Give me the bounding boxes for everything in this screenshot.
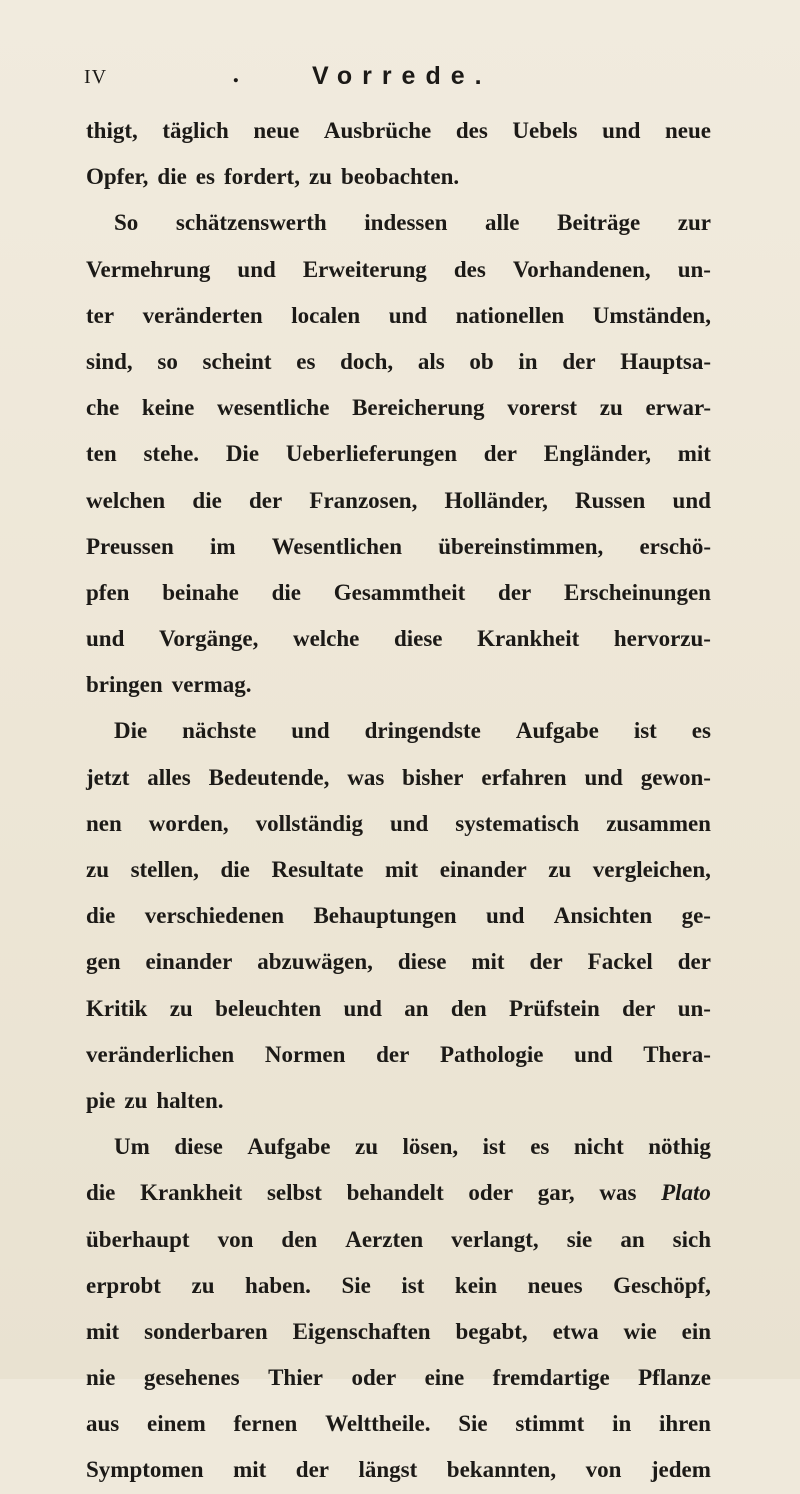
- word: gen: [86, 949, 121, 975]
- word: Preussen: [86, 533, 174, 559]
- word: haben.: [245, 1272, 311, 1298]
- word: so: [157, 348, 178, 374]
- word: wie: [623, 1318, 657, 1344]
- text-line: [86, 1170, 711, 1216]
- word: nie: [86, 1365, 116, 1391]
- word: der: [562, 348, 596, 374]
- word: keine: [141, 395, 195, 421]
- word: den: [281, 1226, 318, 1252]
- word: So: [114, 210, 139, 236]
- word: zu: [124, 1087, 148, 1113]
- text-line: [86, 478, 711, 524]
- word: der: [248, 487, 283, 513]
- word: neue: [253, 118, 300, 143]
- word: beleuchten: [215, 995, 322, 1021]
- word: etwa: [552, 1318, 599, 1344]
- word: diese: [397, 949, 447, 975]
- word: ist: [633, 718, 657, 744]
- word: es: [195, 164, 215, 190]
- word: Vermehrung: [86, 256, 211, 282]
- word: fremdartige: [492, 1365, 610, 1391]
- word: nicht: [573, 1134, 624, 1160]
- word: sich: [672, 1226, 711, 1252]
- word: der: [529, 949, 563, 975]
- word: übereinstimmen,: [438, 533, 604, 559]
- word: dringendste: [364, 718, 481, 744]
- word: fernen: [233, 1411, 298, 1437]
- word: wesentliche: [216, 395, 330, 421]
- word: beobachten.: [340, 164, 460, 190]
- word: und: [389, 810, 429, 836]
- word: ter: [86, 302, 115, 328]
- word: Geschöpf,: [613, 1272, 711, 1298]
- word: die: [86, 903, 116, 929]
- word: Aufgabe: [515, 718, 599, 744]
- word: Symptomen: [86, 1457, 204, 1483]
- page-header: [0, 62, 800, 98]
- text-line: [86, 1217, 711, 1263]
- word: Sie: [341, 1272, 371, 1298]
- word: zu: [169, 995, 193, 1021]
- word: oder: [468, 1180, 514, 1206]
- word: Hauptsa-: [620, 348, 711, 374]
- word: Erscheinungen: [564, 579, 711, 605]
- word: und: [388, 302, 428, 328]
- word: schätzenswerth: [175, 210, 327, 236]
- word: und: [343, 995, 382, 1021]
- text-line: [86, 154, 711, 200]
- word: hervorzu-: [613, 626, 711, 652]
- word: beinahe: [162, 579, 239, 605]
- word: Franzosen,: [309, 487, 418, 513]
- running-title: Vorrede.: [312, 62, 492, 90]
- word: mit: [471, 949, 505, 975]
- word: in: [612, 1411, 632, 1437]
- word: eine: [424, 1365, 465, 1391]
- word: zusammen: [606, 810, 711, 836]
- word: aus: [86, 1411, 120, 1437]
- word: es: [296, 348, 316, 374]
- word: Holländer,: [444, 487, 548, 513]
- word: sie: [566, 1226, 593, 1252]
- word: der: [376, 1041, 410, 1067]
- word: verlangt,: [451, 1226, 539, 1252]
- word: jetzt: [86, 764, 130, 790]
- word: es: [691, 718, 711, 744]
- word: Eigenschaften: [292, 1318, 431, 1344]
- word: ten: [86, 441, 117, 467]
- word: Engländer,: [543, 441, 651, 467]
- word: Behauptungen: [313, 903, 457, 929]
- text-line: [86, 755, 711, 801]
- text-line: [86, 801, 711, 847]
- text-line: [86, 986, 711, 1032]
- word: jedem: [650, 1457, 711, 1483]
- word: und: [584, 764, 623, 790]
- word: scheint: [202, 348, 272, 374]
- word: nächste: [182, 718, 257, 744]
- word: es: [530, 1134, 550, 1160]
- word: Kritik: [86, 995, 148, 1021]
- word: Plato: [661, 1180, 711, 1206]
- text-line: [86, 616, 711, 662]
- word: der: [622, 995, 656, 1021]
- word: täglich: [162, 118, 229, 143]
- text-line: [86, 1447, 711, 1493]
- text-line: [86, 847, 711, 893]
- word: Umständen,: [592, 302, 711, 328]
- word: vorerst: [507, 395, 578, 421]
- word: halten.: [156, 1087, 224, 1113]
- text-line: [86, 108, 711, 154]
- word: Aufgabe: [247, 1134, 331, 1160]
- text-line: [86, 1401, 711, 1447]
- word: oder: [351, 1365, 397, 1391]
- word: einander: [145, 949, 233, 975]
- word: stimmt: [515, 1411, 585, 1437]
- word: die: [192, 487, 222, 513]
- word: alles: [147, 764, 191, 790]
- word: des: [455, 118, 488, 143]
- word: Beiträge: [557, 210, 641, 236]
- text-line: [86, 431, 711, 477]
- word: den: [450, 995, 487, 1021]
- word: erprobt: [86, 1272, 161, 1298]
- word: nöthig: [648, 1134, 711, 1160]
- word: Vorgänge,: [158, 626, 259, 652]
- word: längst: [358, 1457, 418, 1483]
- word: Bereicherung: [352, 395, 485, 421]
- word: zu: [548, 857, 572, 882]
- word: mit: [233, 1457, 267, 1483]
- word: stellen,: [130, 857, 199, 882]
- word: fordert,: [223, 164, 300, 190]
- word: zu: [599, 395, 623, 421]
- word: vermag.: [171, 672, 252, 698]
- word: ge-: [681, 903, 711, 929]
- text-line: [86, 893, 711, 939]
- word: der: [677, 949, 711, 975]
- word: vollständig: [255, 810, 363, 836]
- word: Um: [114, 1134, 150, 1160]
- word: verschiedenen: [144, 903, 285, 929]
- word: zu: [308, 164, 332, 190]
- word: und: [291, 718, 330, 744]
- word: neue: [665, 118, 711, 143]
- word: zu: [86, 857, 109, 882]
- word: und: [602, 118, 641, 143]
- word: behandelt: [346, 1180, 444, 1206]
- word: Aerzten: [345, 1226, 424, 1252]
- word: zu: [191, 1272, 215, 1298]
- word: Opfer,: [86, 164, 149, 190]
- word: im: [209, 533, 236, 559]
- word: der: [295, 1457, 329, 1483]
- word: pie: [86, 1087, 116, 1113]
- word: Prüfstein: [509, 995, 600, 1021]
- word: Ansichten: [553, 903, 653, 929]
- word: einem: [146, 1411, 206, 1437]
- word: an: [620, 1226, 645, 1252]
- word: Die: [225, 441, 260, 467]
- word: pfen: [86, 579, 130, 605]
- word: ist: [401, 1272, 425, 1298]
- word: un-: [677, 995, 711, 1021]
- word: doch,: [340, 348, 394, 374]
- word: und: [672, 487, 711, 513]
- word: Fackel: [587, 949, 653, 975]
- text-line: [86, 1355, 711, 1401]
- word: die: [157, 164, 187, 190]
- word: Ausbrüche: [323, 118, 432, 143]
- word: stehe.: [143, 441, 200, 467]
- word: vergleichen,: [592, 857, 711, 882]
- word: ob: [469, 348, 494, 374]
- text-line: [86, 708, 711, 754]
- word: bisher: [402, 764, 464, 790]
- word: einander: [439, 857, 527, 882]
- word: Thier: [268, 1365, 324, 1391]
- word: der: [498, 579, 532, 605]
- word: zur: [677, 210, 711, 236]
- text-line: [86, 247, 711, 293]
- word: und: [237, 256, 276, 282]
- word: an: [404, 995, 429, 1021]
- word: ihren: [658, 1411, 711, 1437]
- word: abzuwägen,: [257, 949, 373, 975]
- word: bekannten,: [446, 1457, 557, 1483]
- word: erschö-: [639, 533, 711, 559]
- text-line: [86, 385, 711, 431]
- word: indessen: [364, 210, 448, 236]
- word: Vorhandenen,: [512, 256, 651, 282]
- word: Krankheit: [140, 1180, 243, 1206]
- word: Gesammtheit: [333, 579, 466, 605]
- word: veränderten: [142, 302, 263, 328]
- text-line: [86, 1124, 711, 1170]
- word: zu: [355, 1134, 378, 1160]
- word: thigt,: [86, 118, 138, 143]
- word: Normen: [264, 1041, 346, 1067]
- word: welche: [292, 626, 360, 652]
- word: gesehenes: [143, 1365, 240, 1391]
- word: Pflanze: [638, 1365, 711, 1391]
- word: die: [271, 579, 301, 605]
- word: ist: [482, 1134, 506, 1160]
- word: überhaupt: [86, 1226, 190, 1252]
- word: Russen: [575, 487, 646, 513]
- word: mit: [677, 441, 711, 467]
- word: Ueberlieferungen: [285, 441, 457, 467]
- word: und: [486, 903, 525, 929]
- word: was: [347, 764, 385, 790]
- word: un-: [677, 256, 711, 282]
- word: Krankheit: [477, 626, 580, 652]
- word: systematisch: [455, 810, 580, 836]
- text-line: [86, 339, 711, 385]
- text-line: [86, 200, 711, 246]
- word: Erweiterung: [302, 256, 427, 282]
- word: die: [220, 857, 250, 882]
- word: von: [217, 1226, 254, 1252]
- text-line: [86, 662, 711, 708]
- word: als: [417, 348, 445, 374]
- word: Uebels: [512, 118, 578, 143]
- text-line: [86, 939, 711, 985]
- word: sind,: [86, 348, 133, 374]
- word: Welttheile.: [325, 1411, 431, 1437]
- text-line: [86, 1078, 711, 1124]
- word: lösen,: [402, 1134, 459, 1160]
- word: sonderbaren: [144, 1318, 268, 1344]
- word: erfahren: [481, 764, 567, 790]
- word: localen: [291, 302, 361, 328]
- word: der: [483, 441, 517, 467]
- word: diese: [174, 1134, 223, 1160]
- text-line: [86, 570, 711, 616]
- word: bringen: [86, 672, 163, 698]
- word: welchen: [86, 487, 166, 513]
- word: nationellen: [455, 302, 565, 328]
- header-separator: .: [232, 62, 240, 88]
- word: und: [86, 626, 125, 652]
- word: veränderlichen: [86, 1041, 235, 1067]
- word: Bedeutende,: [208, 764, 330, 790]
- word: alle: [485, 210, 520, 236]
- word: Pathologie: [439, 1041, 544, 1067]
- word: gar,: [537, 1180, 575, 1206]
- word: Resultate: [271, 857, 364, 882]
- word: Sie: [458, 1411, 488, 1437]
- text-line: [86, 293, 711, 339]
- word: mit: [384, 857, 419, 882]
- word: che: [86, 395, 120, 421]
- word: und: [574, 1041, 613, 1067]
- word: von: [585, 1457, 622, 1483]
- word: in: [518, 348, 538, 374]
- word: mit: [86, 1318, 120, 1344]
- word: die: [86, 1180, 116, 1206]
- word: kein: [454, 1272, 498, 1298]
- word: worden,: [148, 810, 229, 836]
- word: Wesentlichen: [271, 533, 403, 559]
- text-line: [86, 524, 711, 570]
- word: neues: [527, 1272, 583, 1298]
- word: diese: [393, 626, 443, 652]
- body-text: [86, 108, 711, 1494]
- word: gewon-: [640, 764, 711, 790]
- word: nen: [86, 810, 122, 836]
- word: Die: [114, 718, 148, 744]
- word: erwar-: [645, 395, 711, 421]
- page-number: IV: [84, 66, 108, 88]
- text-line: [86, 1309, 711, 1355]
- word: begabt,: [455, 1318, 528, 1344]
- word: des: [453, 256, 486, 282]
- word: selbst: [266, 1180, 322, 1206]
- text-line: [86, 1263, 711, 1309]
- word: ein: [681, 1318, 711, 1344]
- text-line: [86, 1032, 711, 1078]
- word: was: [599, 1180, 637, 1206]
- word: Thera-: [643, 1041, 711, 1067]
